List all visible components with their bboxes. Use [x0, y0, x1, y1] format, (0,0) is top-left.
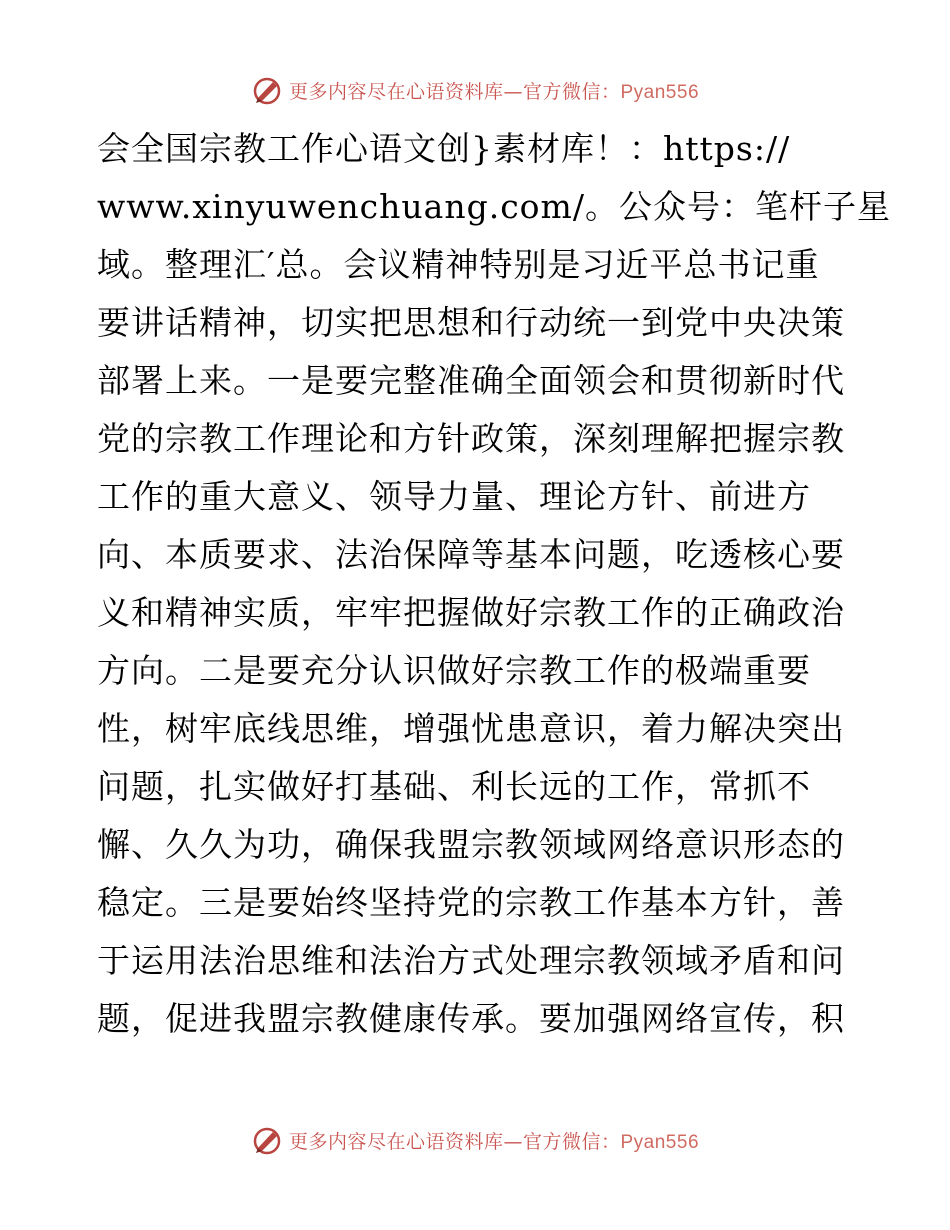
footer-banner: [0, 1120, 950, 1160]
body-line: 党的宗教工作理论和方针政策，深刻理解把握宗教: [97, 419, 845, 458]
body-line: 懈、久久为功，确保我盟宗教领域网络意识形态的: [97, 825, 845, 864]
body-line: 题，促进我盟宗教健康传承。要加强网络宣传，积: [97, 999, 845, 1038]
pen-logo-icon: [251, 74, 283, 106]
body-line: 义和精神实质，牢牢把握做好宗教工作的正确政治: [97, 593, 845, 632]
header-wechat-id: Pyan556: [620, 81, 700, 103]
body-line: 会全国宗教工作心语文创}素材库！：https://: [97, 129, 791, 168]
body-line: 要讲话精神，切实把思想和行动统一到党中央决策: [97, 303, 845, 342]
footer-wechat-id: Pyan556: [620, 1131, 700, 1153]
body-line: www.xinyuwenchuang.com/。公众号：笔杆子星: [97, 187, 891, 226]
body-line: 部署上来。一是要完整准确全面领会和贯彻新时代: [97, 361, 845, 400]
body-line: 稳定。三是要始终坚持党的宗教工作基本方针，善: [97, 883, 845, 922]
body-line: 工作的重大意义、领导力量、理论方针、前进方: [97, 477, 811, 516]
document-body: [97, 120, 891, 1048]
body-line: 方向。二是要充分认识做好宗教工作的极端重要: [97, 651, 811, 690]
header-banner-text: 更多内容尽在心语资料库—官方微信：: [288, 80, 621, 103]
pen-logo-icon: [251, 1124, 283, 1156]
header-banner: [0, 70, 950, 110]
body-line: 于运用法治思维和法治方式处理宗教领域矛盾和问: [97, 941, 845, 980]
body-line: 域。整理汇′总。会议精神特别是习近平总书记重: [97, 245, 820, 284]
body-line: 向、本质要求、法治保障等基本问题，吃透核心要: [97, 535, 845, 574]
body-line: 问题，扎实做好打基础、利长远的工作，常抓不: [97, 767, 811, 806]
footer-banner-text: 更多内容尽在心语资料库—官方微信：: [288, 1130, 621, 1153]
body-line: 性，树牢底线思维，增强忧患意识，着力解决突出: [97, 709, 845, 748]
